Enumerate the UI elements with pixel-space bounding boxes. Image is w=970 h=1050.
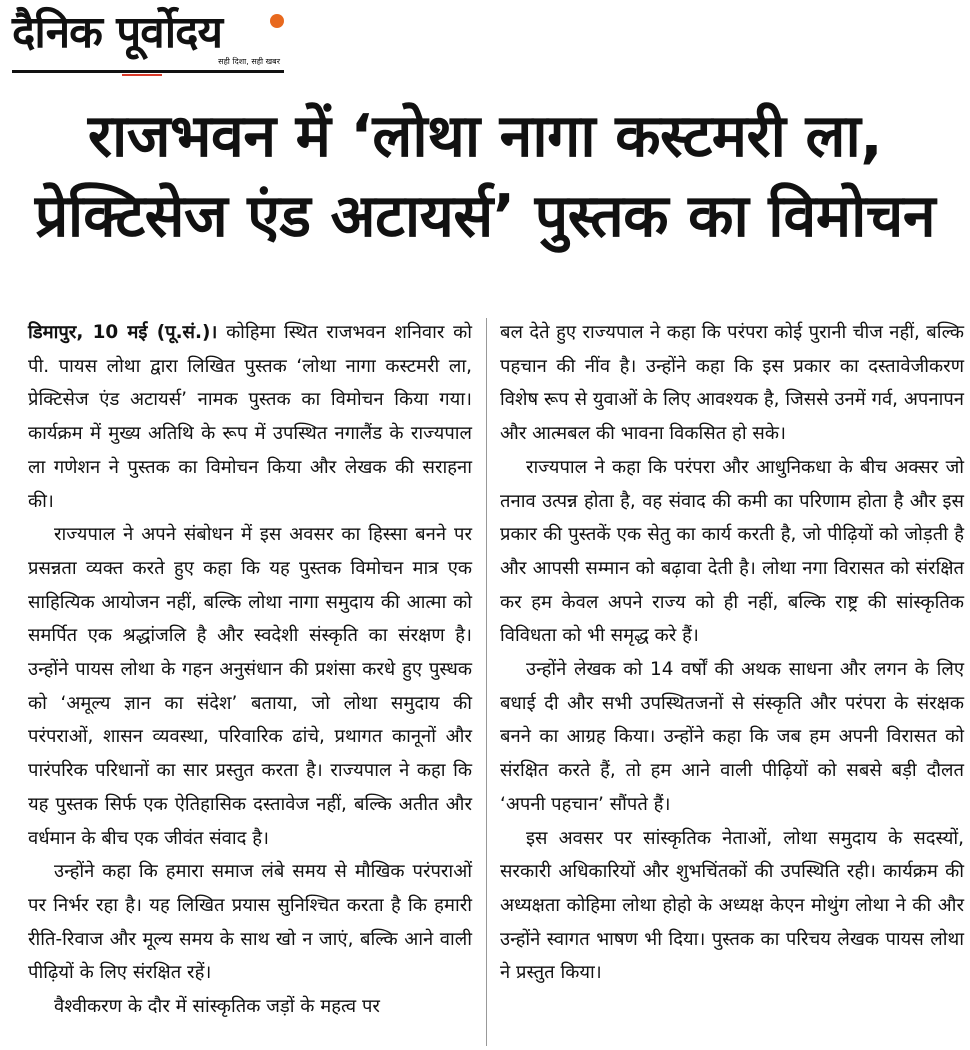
headline-line-1: राजभवन में ‘लोथा नागा कस्टमरी ला, [87, 101, 883, 170]
article-column-left [28, 316, 472, 1024]
masthead-tagline: सही दिशा, सही खबर [218, 57, 280, 66]
masthead-title: दैनिक पूर्वोदय [12, 7, 223, 58]
masthead [12, 8, 284, 72]
article-paragraph: राज्यपाल ने अपने संबोधन में इस अवसर का हिस्सा बनने पर प्रसन्नता व्यक्त करते हुए कहा कि यह पुस्तक विमोचन मात्र एक साहित्यिक आयोजन नहीं, बल्कि लोथा नागा समुदाय की आत्मा को समर्पित एक श्रद्धांजलि है और स्वदेशी संस्कृति का संरक्षण है। उन्होंने पायस लोथा के गहन अनुसंधान की प्रशंसा करधे हुए पुस्धक को ‘अमूल्य ज्ञान का संदेश’ बताया, जो लोथा समुदाय की परंपराओं, शासन व्यवस्था, परिवारिक ढांचे, प्रथागत कानूनों और पारंपरिक परिधानों का सार प्रस्तुत करता है। राज्यपाल ने कहा कि यह पुस्तक सिर्फ एक ऐतिहासिक दस्तावेज नहीं, बल्कि अतीत और वर्धमान के बीच एक जीवंत संवाद है। [28, 524, 472, 849]
article-paragraph: इस अवसर पर सांस्कृतिक नेताओं, लोथा समुदाय के सदस्यों, सरकारी अधिकारियों और शुभचिंतकों की उपस्थिति रही। कार्यक्रम की अध्यक्षता कोहिमा लोथा होहो के अध्यक्ष केएन मोथुंग लोथा ने की और उन्होंने स्वागत भाषण भी दिया। पुस्तक का परिचय लेखक पायस लोथा ने प्रस्तुत किया। [500, 827, 964, 984]
article-paragraph: राज्यपाल ने कहा कि परंपरा और आधुनिकधा के बीच अक्सर जो तनाव उत्पन्न होता है, वह संवाद की कमी का परिणाम होता है और इस प्रकार की पुस्तकें एक सेतु का कार्य करती है, जो पीढ़ियों को जोड़ती है और आपसी सम्मान को बढ़ावा देती है। लोथा नगा विरासत को संरक्षित कर हम केवल अपने राज्य को ही नहीं, बल्कि राष्ट्र की सांस्कृतिक विविधता को भी समृद्ध करे हैं। [500, 456, 964, 647]
paragraph-text: कोहिमा स्थित राजभवन शनिवार को पी. पायस लोथा द्वारा लिखित पुस्तक ‘लोथा नागा कस्टमरी ला, प्रेक्टिसेज एंड अटायर्स’ नामक पुस्तक का विमोचन किया गया। कार्यक्रम में मुख्य अतिथि के रूप में उपस्थित नगालैंड के राज्यपाल ला गणेशन ने पुस्तक का विमोचन किया और लेखक की सराहना की। [28, 322, 473, 512]
article-column-right [500, 316, 964, 990]
dateline: डिमापुर, 10 मई (पू.सं.)। [28, 322, 218, 343]
article-paragraph: बल देते हुए राज्यपाल ने कहा कि परंपरा कोई पुरानी चीज नहीं, बल्कि पहचान की नींव है। उन्होंने कहा कि इस प्रकार का दस्तावेजीकरण विशेष रूप से युवाओं के लिए आवश्यक है, जिससे उनमें गर्व, अपनापन और आत्मबल की भावना विकसित हो सके। [500, 322, 964, 445]
article-paragraph: उन्होंने लेखक को 14 वर्षों की अथक साधना और लगन के लिए बधाई दी और सभी उपस्थितजनों से संस्कृति और परंपरा के संरक्षक बनने का आग्रह किया। उन्होंने कहा कि जब हम अपनी विरासत को संरक्षित करते हैं, तो हम आने वाली पीढ़ियों को सबसे बड़ी दौलत ‘अपनी पहचान’ सौंपते हैं। [500, 659, 964, 815]
masthead-accent-bar [122, 74, 162, 76]
headline [0, 96, 970, 256]
article-paragraph: उन्होंने कहा कि हमारा समाज लंबे समय से मौखिक परंपराओं पर निर्भर रहा है। यह लिखित प्रयास सुनिश्चित करता है कि हमारी रीति-रिवाज और मूल्य समय के साथ खो न जाएं, बल्कि आने वाली पीढ़ियों के लिए संरक्षित रहें। [28, 861, 472, 984]
logo-dot-icon [270, 14, 284, 28]
masthead-divider [12, 70, 284, 73]
article-paragraph: वैश्वीकरण के दौर में सांस्कृतिक जड़ों के महत्व पर [54, 996, 380, 1018]
headline-line-2: प्रेक्टिसेज एंड अटायर्स’ पुस्तक का विमोचन [34, 181, 936, 250]
article-paragraph [28, 316, 472, 518]
column-divider [486, 318, 487, 1046]
